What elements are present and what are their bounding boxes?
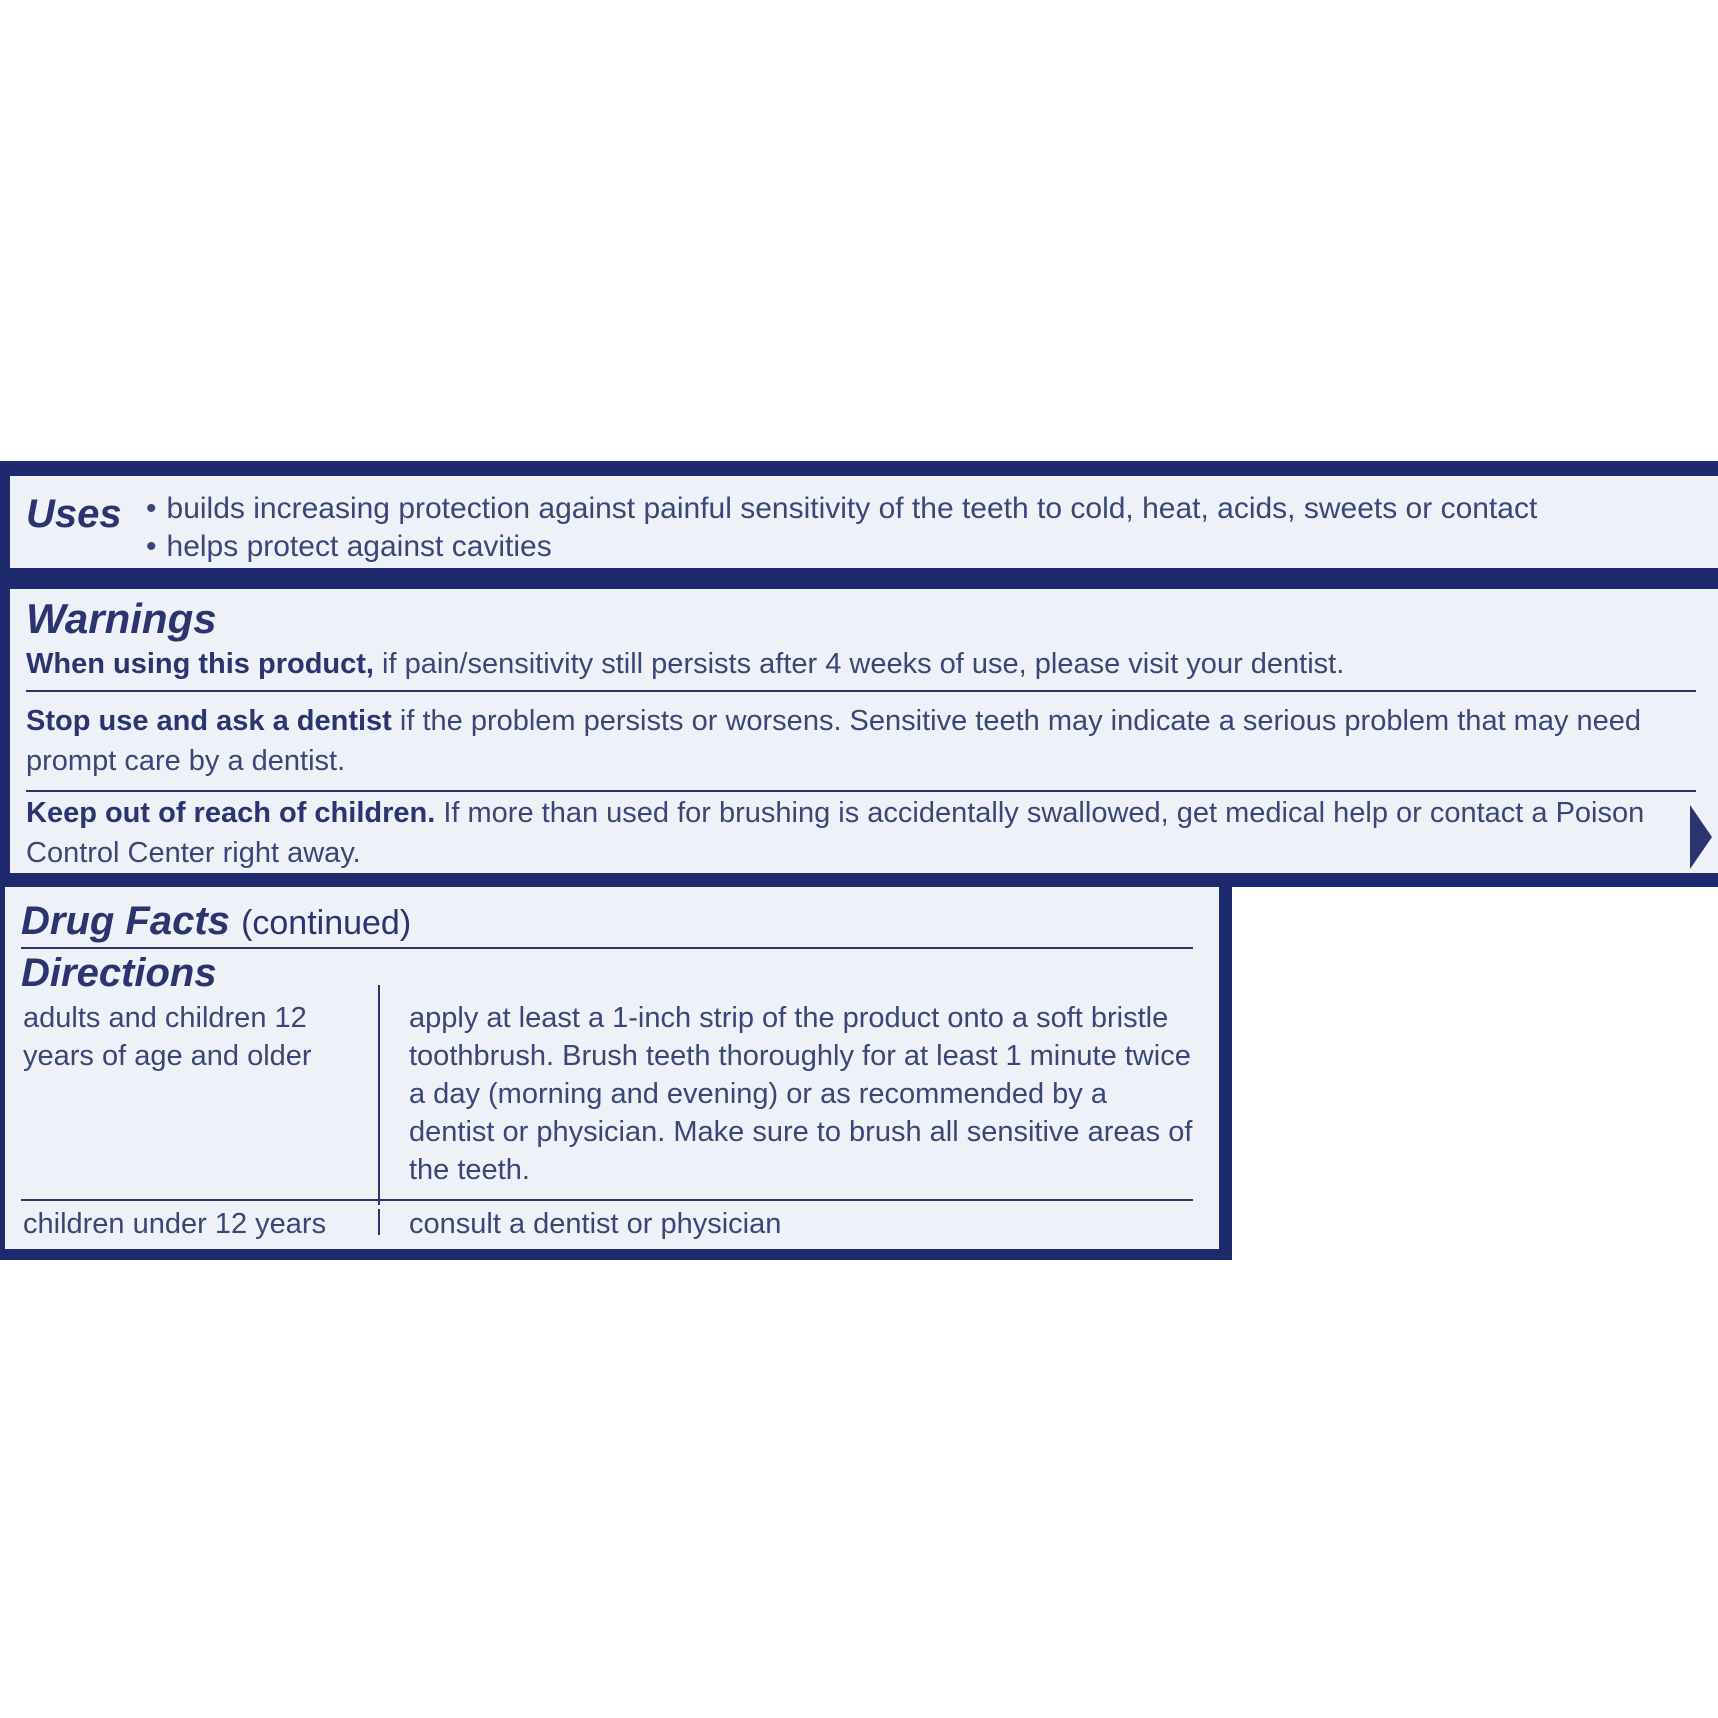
uses-heading: Uses	[26, 492, 122, 536]
drug-facts-panel	[0, 887, 1232, 1260]
directions-who-cell: children under 12 years	[23, 1208, 327, 1240]
uses-warnings-panel	[0, 461, 1718, 887]
uses-list	[146, 490, 1537, 566]
keep-out-paragraph	[26, 793, 1686, 873]
directions-what-cell: apply at least a 1-inch strip of the product onto a soft bristle toothbrush. Brush teeth thoroughly for at least 1 minute twice a day (morning and evening) or as recommended by a dentist or physician. Make sure to brush all sensitive areas of the teeth.	[409, 1002, 1193, 1186]
drug-facts-title	[21, 899, 411, 944]
divider	[21, 947, 1193, 949]
column-divider	[378, 1209, 380, 1235]
when-using-lead: When using this product,	[26, 648, 374, 680]
uses-item: • builds increasing protection against painful sensitivity of the teeth to cold, heat, acids, sweets or contact	[146, 490, 1537, 528]
keep-out-text: If more than used for brushing is accidentally swallowed, get medical help or contact a Poison Control Center right away.	[26, 797, 1645, 869]
warnings-heading: Warnings	[26, 595, 217, 642]
when-using-text: if pain/sensitivity still persists after 4 weeks of use, please visit your dentist.	[373, 648, 1345, 680]
uses-item: • helps protect against cavities	[146, 528, 1537, 566]
stop-use-paragraph	[26, 701, 1686, 781]
drug-facts-section	[5, 887, 1219, 1249]
warnings-section	[10, 589, 1718, 873]
keep-out-lead: Keep out of reach of children.	[26, 797, 436, 829]
divider	[26, 690, 1696, 692]
when-using-paragraph	[26, 644, 1686, 684]
directions-heading: Directions	[21, 951, 217, 995]
divider	[26, 790, 1696, 792]
stop-use-lead: Stop use and ask a dentist	[26, 705, 392, 737]
column-divider	[378, 985, 380, 1205]
directions-who-cell: adults and children 12 years of age and older	[23, 1002, 312, 1072]
drug-facts-heading: Drug Facts	[21, 899, 230, 943]
uses-section	[10, 476, 1718, 568]
stop-use-text: if the problem persists or worsens. Sensitive teeth may indicate a serious problem that may need prompt care by a dentist.	[26, 705, 1642, 777]
continued-label: (continued)	[241, 904, 412, 942]
divider	[21, 1199, 1193, 1201]
continue-arrow-icon	[1690, 805, 1712, 869]
directions-what-cell: consult a dentist or physician	[409, 1208, 782, 1240]
